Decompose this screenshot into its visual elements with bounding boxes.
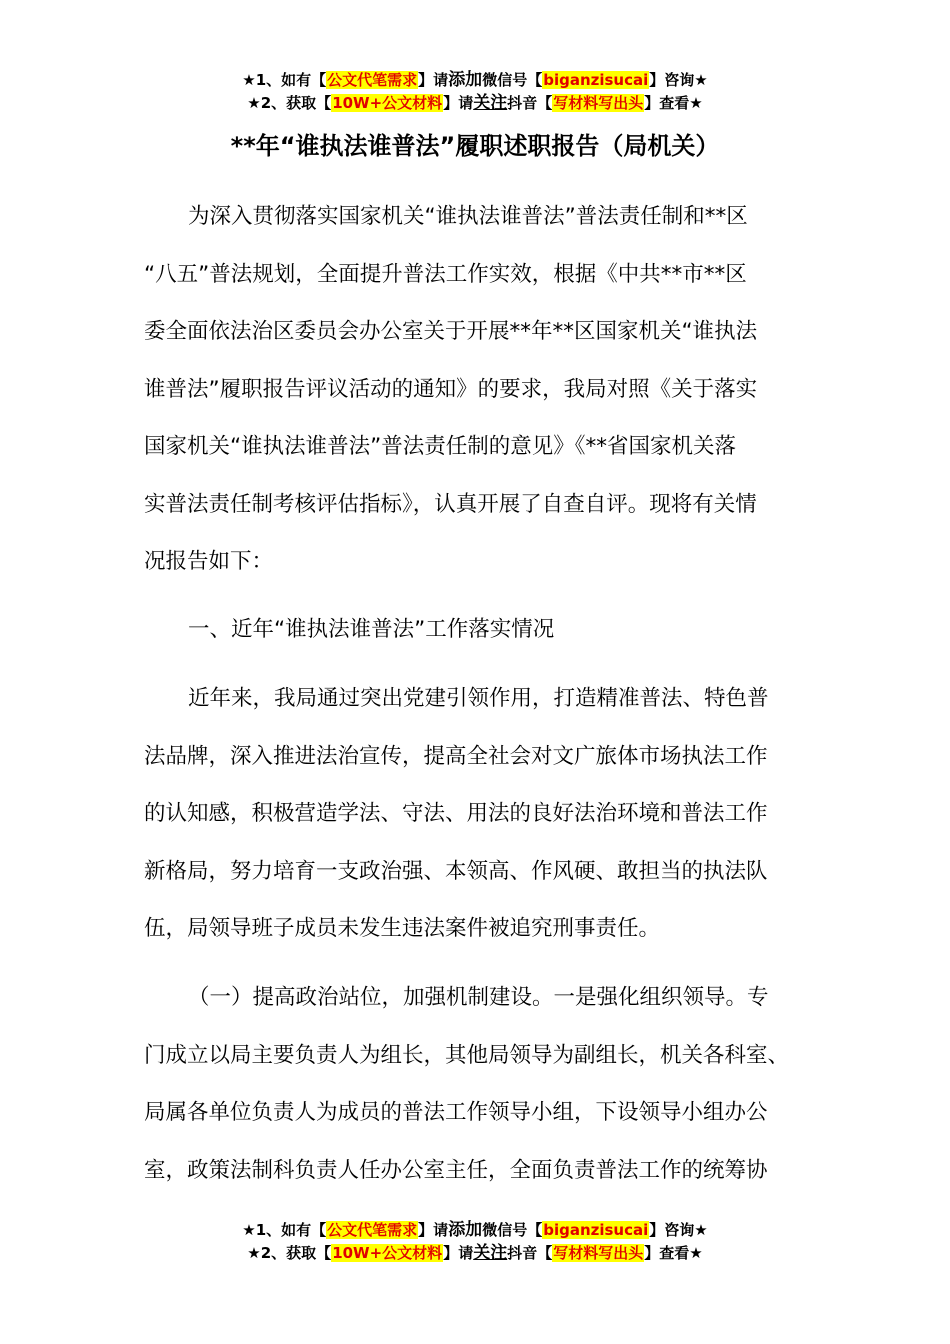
text-line: 室，政策法制科负责人任办公室主任，全面负责普法工作的统筹协	[144, 1157, 768, 1183]
promo-text: 】查看★	[644, 94, 703, 112]
promo-emphasis: 添加	[448, 1220, 483, 1240]
promo-emphasis: 关注	[473, 1243, 508, 1263]
section-heading	[144, 601, 824, 659]
promo-highlight: 10W+公文材料	[332, 94, 443, 112]
paragraph-intro	[144, 188, 824, 591]
promo-text: 】请	[418, 1221, 449, 1239]
promo-line-1	[0, 69, 950, 92]
promo-highlight: 公文代笔需求	[327, 1221, 418, 1239]
promo-line-1	[0, 1219, 950, 1242]
text-line: 局属各单位负责人为成员的普法工作领导小组，下设领导小组办公	[144, 1100, 768, 1125]
text-line: 为深入贯彻落实国家机关“谁执法谁普法”普法责任制和**区	[188, 204, 748, 229]
promo-text: ★2、获取【	[247, 1244, 332, 1262]
paragraph-overview	[144, 670, 824, 958]
text-line: 近年来，我局通过突出党建引领作用，打造精准普法、特色普	[188, 686, 769, 711]
promo-text: 抖音【	[507, 94, 553, 112]
promo-highlight: 公文代笔需求	[327, 71, 418, 89]
promo-line-2	[0, 92, 950, 115]
text-line: 况报告如下：	[144, 549, 274, 574]
promo-line-2	[0, 1242, 950, 1265]
promo-text: 】咨询★	[649, 1221, 708, 1239]
header-promo-banner	[0, 69, 950, 115]
text-line: 的认知感，积极营造学法、守法、用法的良好法治环境和普法工作	[144, 801, 768, 826]
text-line: 伍，局领导班子成员未发生违法案件被追究刑事责任。	[144, 916, 661, 941]
promo-text: 】请	[418, 71, 449, 89]
promo-text: ★2、获取【	[247, 94, 332, 112]
promo-text: 抖音【	[507, 1244, 553, 1262]
footer-promo-banner	[0, 1219, 950, 1265]
text-line: 委全面依法治区委员会办公室关于开展**年**区国家机关“谁执法	[144, 319, 758, 344]
heading-line: 一、近年“谁执法谁普法”工作落实情况	[188, 617, 555, 642]
promo-highlight-douyin: 写材料写出头	[553, 94, 644, 112]
text-line: （一）提高政治站位，加强机制建设。一是强化组织领导。专	[188, 985, 769, 1010]
promo-emphasis: 关注	[473, 93, 508, 113]
promo-emphasis: 添加	[448, 70, 483, 90]
text-line: 法品牌，深入推进法治宣传，提高全社会对文广旅体市场执法工作	[144, 743, 768, 769]
promo-text: 】查看★	[644, 1244, 703, 1262]
promo-text: ★1、如有【	[242, 71, 327, 89]
text-line: 国家机关“谁执法谁普法”普法责任制的意见》《**省国家机关落	[144, 434, 737, 459]
promo-text: ★1、如有【	[242, 1221, 327, 1239]
promo-highlight-wechat: biganzisucai	[543, 1221, 649, 1239]
text-line: 谁普法”履职报告评议活动的通知》的要求，我局对照《关于落实	[144, 376, 758, 402]
promo-text: 】请	[443, 1244, 474, 1262]
text-line: 新格局，努力培育一支政治强、本领高、作风硬、敢担当的执法队	[144, 858, 768, 884]
promo-highlight-douyin: 写材料写出头	[553, 1244, 644, 1262]
promo-text: 】咨询★	[649, 71, 708, 89]
promo-text: 微信号【	[482, 1221, 543, 1239]
promo-highlight-wechat: biganzisucai	[543, 71, 649, 89]
promo-text: 微信号【	[482, 71, 543, 89]
document-title: **年“谁执法谁普法”履职述职报告（局机关）	[230, 132, 720, 160]
promo-text: 】请	[443, 94, 474, 112]
promo-highlight: 10W+公文材料	[332, 1244, 443, 1262]
text-line: “八五”普法规划，全面提升普法工作实效，根据《中共**市**区	[144, 261, 747, 287]
paragraph-section-1	[144, 969, 824, 1199]
text-line: 门成立以局主要负责人为组长，其他局领导为副组长，机关各科室、	[144, 1042, 790, 1068]
text-line: 实普法责任制考核评估指标》，认真开展了自查自评。现将有关情	[144, 491, 757, 517]
